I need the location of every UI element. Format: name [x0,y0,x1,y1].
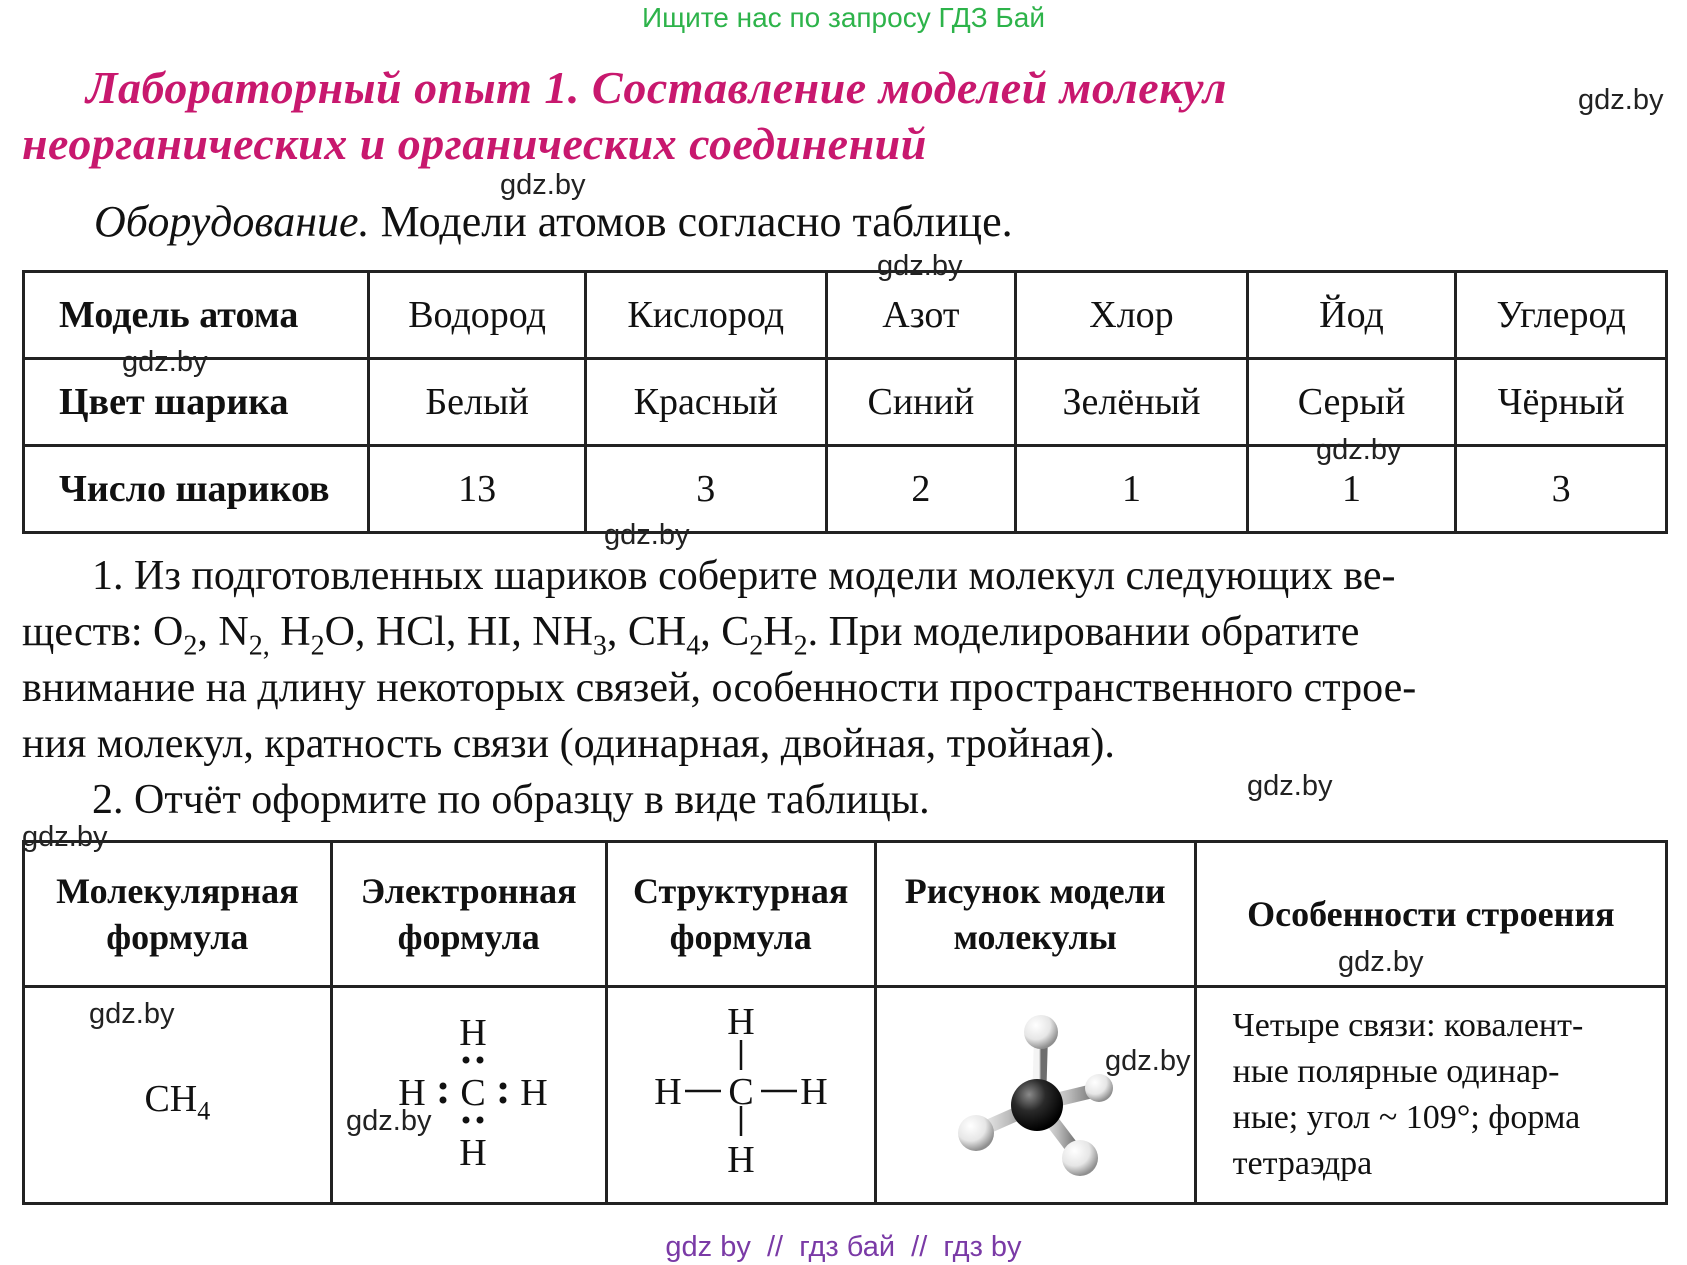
formula-hcl: HCl, [375,609,467,655]
table-cell: Водород [369,272,586,359]
molecular-formula-cell [24,987,332,1204]
column-header: Особенности строения [1195,842,1666,987]
heading-line-1: Лабораторный опыт 1. Составление моделей молекул [86,62,1227,113]
formula-c2h2: $C_2H_2$. [721,609,829,662]
watermark: gdz.by [1578,84,1664,116]
table-cell: Углерод [1456,272,1667,359]
table-cell: 2 [826,446,1016,533]
structure-features-cell [1195,987,1666,1204]
atom-models-table [22,270,1668,534]
formula-n2: $N_{2,}$ [218,609,270,662]
column-header: Структурная формула [606,842,875,987]
electron-dot [439,1097,446,1104]
watermark: gdz.by [1338,946,1424,978]
features-line: Четыре связи: ковалент- [1232,1007,1584,1044]
methane-model-image [877,988,1194,1202]
watermark: gdz.by [89,998,175,1030]
structural-formula-cell [606,987,875,1204]
watermark: gdz.by [877,250,963,282]
electron-h-bottom: H [458,1132,487,1174]
electron-dot [462,1117,469,1124]
instruction-1 [22,548,1668,772]
model-picture-cell [875,987,1195,1204]
table-cell: Кислород [585,272,826,359]
instruction-1-line-4: ния молекул, кратность связи (одинарная, двойная, тройная). [22,721,1115,767]
formula-ch4: $CH_4$, [627,609,722,662]
structural-h-bottom: H [726,1139,755,1181]
electron-c-center: C [459,1072,486,1114]
electron-formula-cell [331,987,606,1204]
lab-heading [22,60,1482,172]
table-row [24,987,1667,1204]
line-text: При моделировании обратите [828,609,1360,655]
watermark: gdz.by [604,519,690,551]
instruction-1-line-1: 1. Из подготовленных шариков соберите модели молекул следующих ве- [92,553,1396,599]
electron-dot [462,1057,469,1064]
electron-formula [333,988,605,1202]
table-cell: Белый [369,359,586,446]
structure-features [1197,1003,1665,1187]
hydrogen-atom [958,1115,994,1151]
structural-h-top: H [726,1001,755,1043]
line-text: ществ: [22,609,154,655]
electron-dot [476,1117,483,1124]
electron-dot [499,1083,506,1090]
heading-line-2: неорганических и органических соединений [22,118,927,169]
structural-formula [608,988,874,1202]
electron-h-top: H [458,1012,487,1054]
column-header: Молекулярная формула [24,842,332,987]
features-line: тетраэдра [1232,1145,1373,1182]
formula-h2o: $H_2O$, [280,609,376,662]
electron-dot [476,1057,483,1064]
instruction-1-line-2 [22,604,1668,660]
watermark: gdz.by [1105,1045,1191,1077]
hydrogen-atom [1085,1074,1113,1102]
table-row [24,272,1667,359]
row-header: Цвет шарика [24,359,369,446]
table-cell: 13 [369,446,586,533]
table-row [24,446,1667,533]
formula-list [153,609,829,662]
row-header: Модель атома [24,272,369,359]
watermark: gdz.by [122,346,208,378]
structural-h-left: H [653,1071,682,1113]
formula-nh3: $NH_3$, [532,609,628,662]
table-cell: Хлор [1016,272,1248,359]
formula-hi: HI, [466,609,533,655]
table-cell: Серый [1247,359,1456,446]
structural-h-right: H [799,1071,828,1113]
molecular-formula: $CH_4$ [144,1078,211,1126]
top-note: Ищите нас по запросу ГДЗ Бай [641,2,1046,33]
table-cell: Синий [826,359,1016,446]
column-header: Рисунок модели молекулы [875,842,1195,987]
structural-c-center: C [727,1071,754,1113]
watermark: gdz.by [1316,434,1402,466]
instruction-2-text: 2. Отчёт оформите по образцу в виде таблицы. [92,777,930,823]
features-line: ные; угол ~ 109°; форма [1232,1099,1581,1136]
table-cell: Азот [826,272,1016,359]
table-row [24,359,1667,446]
instruction-2 [22,772,1668,828]
equipment-text: Модели атомов согласно таблице. [369,197,1013,246]
footer-links: gdz by // гдз бай // гдз by [665,1231,1022,1263]
watermark: gdz.by [22,821,108,853]
equipment-line [94,196,1013,247]
electron-dot [499,1097,506,1104]
table-cell: 1 [1247,446,1456,533]
electron-dot [439,1083,446,1090]
table-cell: 3 [1456,446,1667,533]
watermark: gdz.by [346,1105,432,1137]
instruction-1-line-3: внимание на длину некоторых связей, особенности пространственного строе- [22,665,1417,711]
row-header: Число шариков [24,446,369,533]
carbon-atom [1011,1079,1063,1131]
table-cell: Чёрный [1456,359,1667,446]
table-cell: Красный [585,359,826,446]
table-cell: 3 [585,446,826,533]
table-cell: 1 [1016,446,1248,533]
table-cell: Зелёный [1016,359,1248,446]
equipment-label: Оборудование. [94,197,370,246]
hydrogen-atom [1062,1140,1098,1176]
watermark: gdz.by [1247,770,1333,802]
hydrogen-atom [1024,1015,1058,1049]
formula-o2: $O_2$, [153,609,219,662]
watermark: gdz.by [500,169,586,201]
column-header: Электронная формула [331,842,606,987]
report-table [22,840,1668,1205]
electron-h-right: H [519,1072,548,1114]
table-cell: Йод [1247,272,1456,359]
features-line: ные полярные одинар- [1232,1053,1560,1090]
electron-h-left: H [397,1072,426,1114]
